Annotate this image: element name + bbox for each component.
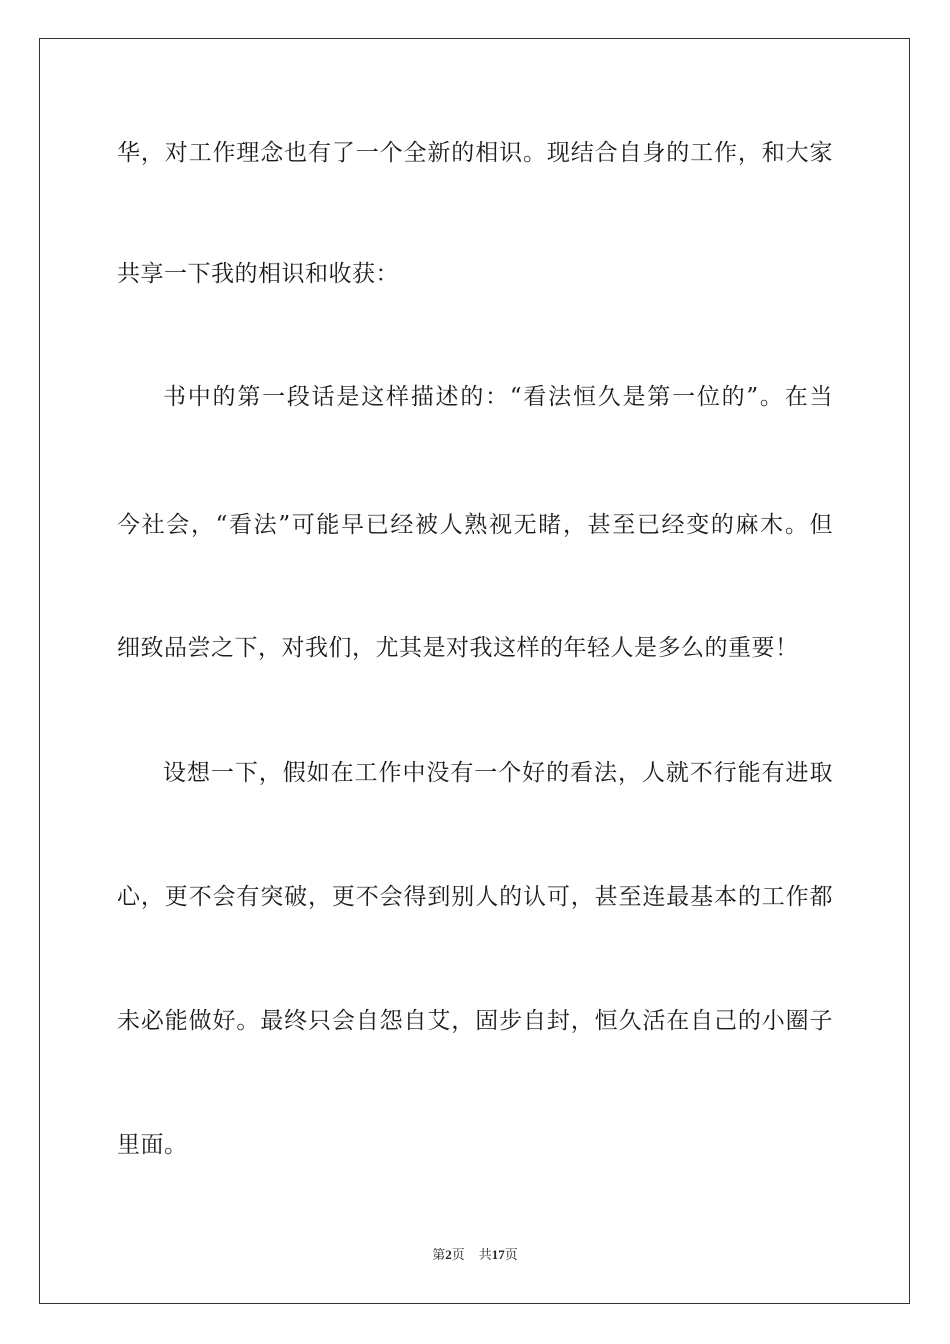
text-line: 里面。: [117, 1132, 188, 1158]
page-footer: [0, 1246, 950, 1264]
text-line: 未必能做好。最终只会自怨自艾，固步自封，恒久活在自己的小圈子: [117, 1008, 833, 1034]
page-border: [39, 38, 910, 1304]
text-line: 细致品尝之下，对我们，尤其是对我这样的年轻人是多么的重要！: [117, 635, 799, 661]
text-line: 华，对工作理念也有了一个全新的相识。现结合自身的工作，和大家: [117, 140, 833, 166]
page-suffix: 页: [451, 1247, 465, 1262]
total-pages: 17: [491, 1247, 505, 1262]
text-line: 书中的第一段话是这样描述的：“看法恒久是第一位的”。在当: [163, 384, 833, 410]
total-prefix: 共: [478, 1247, 492, 1262]
text-line: 共享一下我的相识和收获：: [117, 261, 399, 287]
text-line: 设想一下，假如在工作中没有一个好的看法，人就不行能有进取: [163, 760, 833, 786]
page-number: 2: [445, 1247, 452, 1262]
text-line: 今社会，“看法”可能早已经被人熟视无睹，甚至已经变的麻木。但: [117, 512, 833, 538]
text-line: 心，更不会有突破，更不会得到别人的认可，甚至连最基本的工作都: [117, 884, 833, 910]
page-prefix: 第: [432, 1247, 446, 1262]
total-suffix: 页: [504, 1247, 518, 1262]
